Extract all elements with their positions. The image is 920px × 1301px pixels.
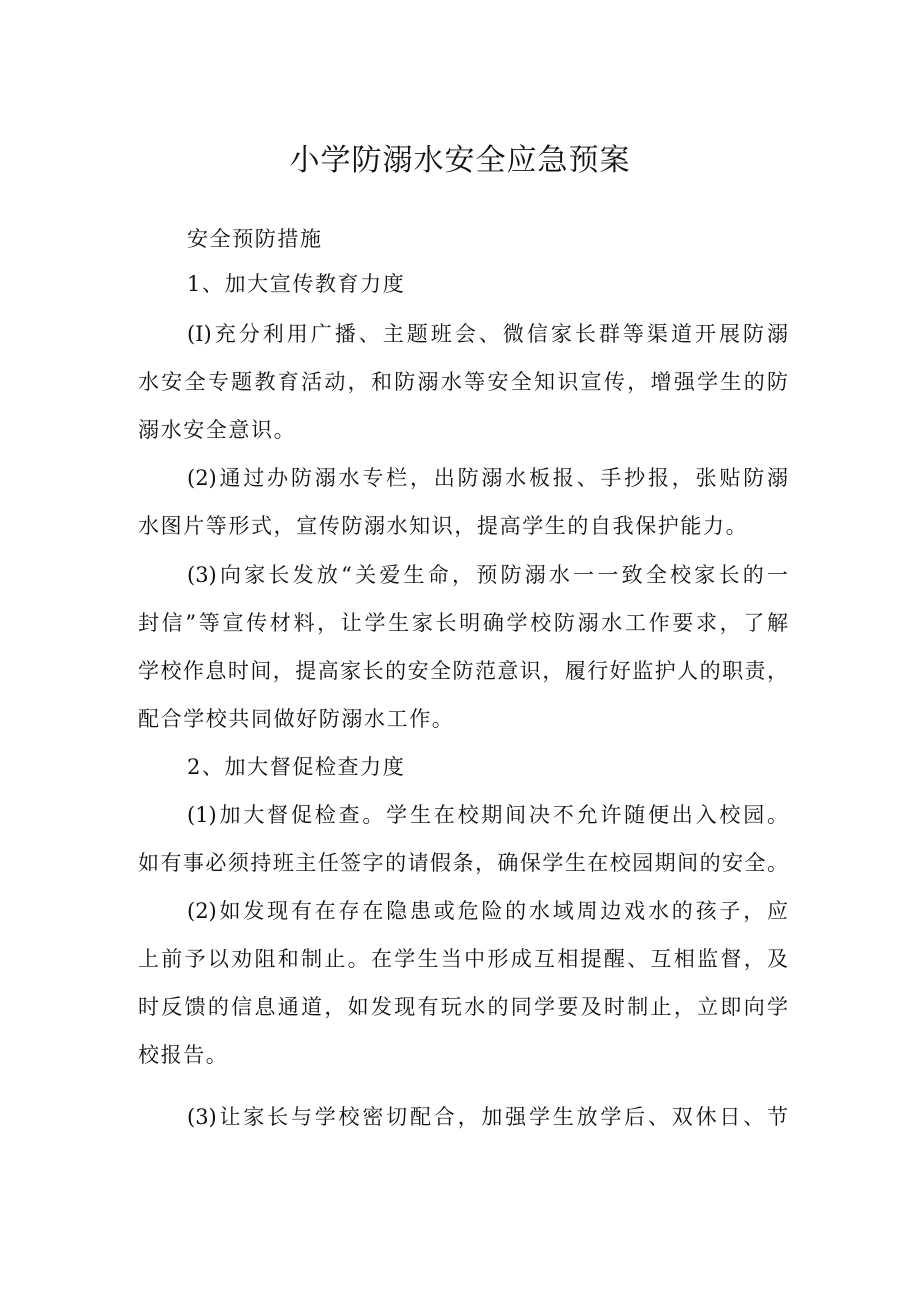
paragraph-line: 学校作息时间，提高家长的安全防范意识，履行好监护人的职责， bbox=[138, 659, 788, 683]
paragraph-line: 上前予以劝阻和制止。在学生当中形成互相提醒、互相监督，及 bbox=[138, 947, 788, 971]
paragraph-line: (3)让家长与学校密切配合，加强学生放学后、双休日、节 bbox=[187, 1105, 788, 1129]
subsection-heading-publicity: 1、加大宣传教育力度 bbox=[187, 272, 406, 296]
paragraph-line: 如有事必须持班主任签字的请假条，确保学生在校园期间的安全。 bbox=[138, 851, 788, 875]
section-heading-prevention: 安全预防措施 bbox=[187, 227, 323, 251]
paragraph-line: 时反馈的信息通道，如发现有玩水的同学要及时制止，立即向学 bbox=[138, 995, 788, 1019]
paragraph-line: (1)加大督促检查。学生在校期间决不允许随便出入校园。 bbox=[187, 803, 788, 827]
subsection-heading-inspection: 2、加大督促检查力度 bbox=[187, 755, 406, 779]
paragraph-line: 校报告。 bbox=[138, 1043, 229, 1067]
paragraph-line: (I)充分利用广播、主题班会、微信家长群等渠道开展防溺 bbox=[187, 322, 788, 346]
paragraph-line: (2)如发现有在存在隐患或危险的水域周边戏水的孩子，应 bbox=[187, 899, 788, 923]
paragraph-line: 溺水安全意识。 bbox=[138, 418, 297, 442]
paragraph-line: 水安全专题教育活动，和防溺水等安全知识宣传，增强学生的防 bbox=[138, 370, 788, 394]
paragraph-line: (2)通过办防溺水专栏，出防溺水板报、手抄报，张贴防溺 bbox=[187, 466, 788, 490]
paragraph-line: 封信”等宣传材料，让学生家长明确学校防溺水工作要求，了解 bbox=[138, 611, 788, 635]
page-title: 小学防溺水安全应急预案 bbox=[289, 143, 631, 178]
paragraph-line: 配合学校共同做好防溺水工作。 bbox=[138, 707, 455, 731]
paragraph-line: 水图片等形式，宣传防溺水知识，提高学生的自我保护能力。 bbox=[138, 514, 749, 538]
paragraph-line: (3)向家长发放“关爱生命，预防溺水一一致全校家长的一 bbox=[187, 563, 788, 587]
